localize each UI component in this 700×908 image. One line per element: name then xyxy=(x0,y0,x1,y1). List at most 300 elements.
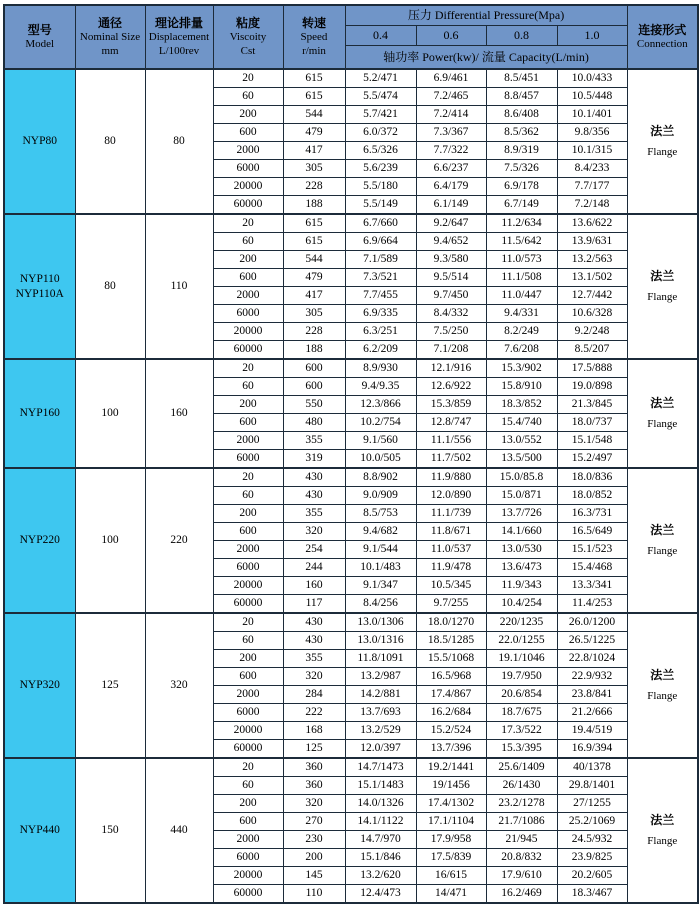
power-capacity-cell: 6.9/461 xyxy=(416,69,486,88)
header-viscosity-unit: Cst xyxy=(240,44,256,57)
table-body xyxy=(4,69,698,903)
header-speed-zh: 转速 xyxy=(301,15,326,30)
viscosity-cell: 20 xyxy=(213,69,283,88)
connection-cell-line: Flange xyxy=(647,418,678,431)
power-capacity-cell: 7.2/414 xyxy=(416,106,486,124)
power-capacity-cell: 11.8/671 xyxy=(416,523,486,541)
power-capacity-cell: 8.4/332 xyxy=(416,305,486,323)
connection-cell xyxy=(627,69,698,214)
power-capacity-cell: 21/945 xyxy=(486,831,557,849)
header-pressure-0.8: 0.8 xyxy=(486,25,557,45)
power-capacity-cell: 25.2/1069 xyxy=(557,813,627,831)
power-capacity-cell: 20.6/854 xyxy=(486,686,557,704)
power-capacity-cell: 40/1378 xyxy=(557,758,627,777)
header-displacement-zh: 理论排量 xyxy=(154,15,203,30)
speed-cell: 355 xyxy=(283,432,345,450)
power-capacity-cell: 21.2/666 xyxy=(557,704,627,722)
power-capacity-cell: 13.0/552 xyxy=(486,432,557,450)
power-capacity-cell: 22.0/1255 xyxy=(486,632,557,650)
speed-cell: 360 xyxy=(283,777,345,795)
speed-cell: 188 xyxy=(283,196,345,215)
power-capacity-cell: 19.4/519 xyxy=(557,722,627,740)
speed-cell: 319 xyxy=(283,450,345,469)
power-capacity-cell: 20.2/605 xyxy=(557,867,627,885)
viscosity-cell: 600 xyxy=(213,523,283,541)
model-cell-line: NYP110A xyxy=(15,287,64,300)
model-cell-line: NYP80 xyxy=(22,135,57,148)
model-cell xyxy=(4,69,75,214)
viscosity-cell: 6000 xyxy=(213,450,283,469)
viscosity-cell: 20 xyxy=(213,613,283,632)
power-capacity-cell: 19.1/1046 xyxy=(486,650,557,668)
power-capacity-cell: 14.7/970 xyxy=(345,831,416,849)
speed-cell: 168 xyxy=(283,722,345,740)
viscosity-cell: 6000 xyxy=(213,559,283,577)
power-capacity-cell: 23.2/1278 xyxy=(486,795,557,813)
power-capacity-cell: 19/1456 xyxy=(416,777,486,795)
power-capacity-cell: 9.8/356 xyxy=(557,124,627,142)
power-capacity-cell: 12.4/473 xyxy=(345,885,416,904)
connection-cell-line: 法兰 xyxy=(650,268,675,283)
power-capacity-cell: 7.1/208 xyxy=(416,341,486,360)
viscosity-cell: 6000 xyxy=(213,704,283,722)
power-capacity-cell: 11.2/634 xyxy=(486,214,557,233)
viscosity-cell: 20 xyxy=(213,359,283,378)
table-row xyxy=(4,468,698,487)
power-capacity-cell: 15.5/1068 xyxy=(416,650,486,668)
power-capacity-cell: 6.3/251 xyxy=(345,323,416,341)
model-cell-line: NYP320 xyxy=(19,679,60,692)
connection-cell-line: Flange xyxy=(647,291,678,304)
power-capacity-cell: 9.3/580 xyxy=(416,251,486,269)
power-capacity-cell: 24.5/932 xyxy=(557,831,627,849)
viscosity-cell: 60000 xyxy=(213,740,283,759)
viscosity-cell: 600 xyxy=(213,269,283,287)
power-capacity-cell: 8.4/233 xyxy=(557,160,627,178)
power-capacity-cell: 10.1/483 xyxy=(345,559,416,577)
displacement-cell: 160 xyxy=(145,359,213,468)
power-capacity-cell: 16.3/731 xyxy=(557,505,627,523)
power-capacity-cell: 15.2/497 xyxy=(557,450,627,469)
nominal-size-cell: 125 xyxy=(75,613,145,758)
power-capacity-cell: 13.1/502 xyxy=(557,269,627,287)
viscosity-cell: 6000 xyxy=(213,160,283,178)
power-capacity-cell: 14.1/1122 xyxy=(345,813,416,831)
power-capacity-cell: 9.4/9.35 xyxy=(345,378,416,396)
header-speed-unit: r/min xyxy=(302,44,326,57)
power-capacity-cell: 10.0/505 xyxy=(345,450,416,469)
power-capacity-cell: 11.4/253 xyxy=(557,595,627,614)
header-pressure-0.4: 0.4 xyxy=(345,25,416,45)
power-capacity-cell: 13.2/620 xyxy=(345,867,416,885)
speed-cell: 479 xyxy=(283,269,345,287)
speed-cell: 230 xyxy=(283,831,345,849)
power-capacity-cell: 13.7/693 xyxy=(345,704,416,722)
speed-cell: 544 xyxy=(283,251,345,269)
viscosity-cell: 60000 xyxy=(213,885,283,904)
power-capacity-cell: 10.5/345 xyxy=(416,577,486,595)
speed-cell: 600 xyxy=(283,378,345,396)
power-capacity-cell: 11.1/556 xyxy=(416,432,486,450)
power-capacity-cell: 18.3/852 xyxy=(486,396,557,414)
power-capacity-cell: 13.2/987 xyxy=(345,668,416,686)
power-capacity-cell: 11.1/739 xyxy=(416,505,486,523)
viscosity-cell: 600 xyxy=(213,668,283,686)
speed-cell: 320 xyxy=(283,795,345,813)
viscosity-cell: 600 xyxy=(213,813,283,831)
power-capacity-cell: 8.5/362 xyxy=(486,124,557,142)
power-capacity-cell: 11.0/573 xyxy=(486,251,557,269)
viscosity-cell: 60 xyxy=(213,378,283,396)
power-capacity-cell: 15.4/468 xyxy=(557,559,627,577)
viscosity-cell: 60000 xyxy=(213,341,283,360)
table-header xyxy=(4,5,698,69)
power-capacity-cell: 15.4/740 xyxy=(486,414,557,432)
header-nominal-size-unit: mm xyxy=(101,44,119,57)
viscosity-cell: 60 xyxy=(213,632,283,650)
model-cell xyxy=(4,758,75,903)
power-capacity-cell: 8.5/753 xyxy=(345,505,416,523)
power-capacity-cell: 11.0/447 xyxy=(486,287,557,305)
power-capacity-cell: 10.5/448 xyxy=(557,88,627,106)
power-capacity-cell: 15.1/523 xyxy=(557,541,627,559)
speed-cell: 360 xyxy=(283,758,345,777)
model-cell xyxy=(4,359,75,468)
power-capacity-cell: 13.0/1316 xyxy=(345,632,416,650)
power-capacity-cell: 8.4/256 xyxy=(345,595,416,614)
power-capacity-cell: 5.5/474 xyxy=(345,88,416,106)
header-model xyxy=(4,5,75,69)
power-capacity-cell: 13.6/622 xyxy=(557,214,627,233)
model-cell xyxy=(4,214,75,359)
speed-cell: 355 xyxy=(283,505,345,523)
power-capacity-cell: 11.7/502 xyxy=(416,450,486,469)
power-capacity-cell: 16.5/649 xyxy=(557,523,627,541)
power-capacity-cell: 6.9/178 xyxy=(486,178,557,196)
power-capacity-cell: 9.2/248 xyxy=(557,323,627,341)
speed-cell: 117 xyxy=(283,595,345,614)
power-capacity-cell: 7.1/589 xyxy=(345,251,416,269)
power-capacity-cell: 17.1/1104 xyxy=(416,813,486,831)
model-cell-line: NYP110 xyxy=(19,272,60,285)
power-capacity-cell: 6.2/209 xyxy=(345,341,416,360)
power-capacity-cell: 25.6/1409 xyxy=(486,758,557,777)
power-capacity-cell: 15.0/871 xyxy=(486,487,557,505)
power-capacity-cell: 7.6/208 xyxy=(486,341,557,360)
viscosity-cell: 6000 xyxy=(213,305,283,323)
power-capacity-cell: 220/1235 xyxy=(486,613,557,632)
speed-cell: 244 xyxy=(283,559,345,577)
model-cell xyxy=(4,468,75,613)
power-capacity-cell: 18.7/675 xyxy=(486,704,557,722)
connection-cell xyxy=(627,613,698,758)
power-capacity-cell: 9.4/652 xyxy=(416,233,486,251)
power-capacity-cell: 6.1/149 xyxy=(416,196,486,215)
speed-cell: 430 xyxy=(283,487,345,505)
speed-cell: 430 xyxy=(283,632,345,650)
power-capacity-cell: 12.8/747 xyxy=(416,414,486,432)
header-connection-en: Connection xyxy=(636,37,688,50)
power-capacity-cell: 16.9/394 xyxy=(557,740,627,759)
power-capacity-cell: 9.5/514 xyxy=(416,269,486,287)
nominal-size-cell: 150 xyxy=(75,758,145,903)
power-capacity-cell: 7.5/250 xyxy=(416,323,486,341)
connection-cell-line: 法兰 xyxy=(650,667,675,682)
power-capacity-cell: 5.5/149 xyxy=(345,196,416,215)
speed-cell: 200 xyxy=(283,849,345,867)
power-capacity-cell: 9.1/560 xyxy=(345,432,416,450)
power-capacity-cell: 15.2/524 xyxy=(416,722,486,740)
power-capacity-cell: 7.2/148 xyxy=(557,196,627,215)
power-capacity-cell: 23.9/825 xyxy=(557,849,627,867)
power-capacity-cell: 19.7/950 xyxy=(486,668,557,686)
viscosity-cell: 2000 xyxy=(213,287,283,305)
power-capacity-cell: 13.2/563 xyxy=(557,251,627,269)
power-capacity-cell: 5.6/239 xyxy=(345,160,416,178)
power-capacity-cell: 15.0/85.8 xyxy=(486,468,557,487)
displacement-cell: 440 xyxy=(145,758,213,903)
power-capacity-cell: 10.1/401 xyxy=(557,106,627,124)
viscosity-cell: 60 xyxy=(213,487,283,505)
power-capacity-cell: 6.4/179 xyxy=(416,178,486,196)
speed-cell: 615 xyxy=(283,233,345,251)
power-capacity-cell: 13.5/500 xyxy=(486,450,557,469)
header-displacement xyxy=(145,5,213,69)
displacement-cell: 110 xyxy=(145,214,213,359)
nominal-size-cell: 80 xyxy=(75,214,145,359)
pump-performance-table xyxy=(3,4,699,904)
header-power-capacity-label: 轴功率 Power(kw)/ 流量 Capacity(L/min) xyxy=(383,49,589,64)
speed-cell: 305 xyxy=(283,160,345,178)
power-capacity-cell: 9.1/347 xyxy=(345,577,416,595)
viscosity-cell: 2000 xyxy=(213,831,283,849)
power-capacity-cell: 14.2/881 xyxy=(345,686,416,704)
speed-cell: 110 xyxy=(283,885,345,904)
power-capacity-cell: 6.7/660 xyxy=(345,214,416,233)
power-capacity-cell: 10.0/433 xyxy=(557,69,627,88)
viscosity-cell: 200 xyxy=(213,795,283,813)
viscosity-cell: 20000 xyxy=(213,867,283,885)
power-capacity-cell: 16.5/968 xyxy=(416,668,486,686)
power-capacity-cell: 16.2/684 xyxy=(416,704,486,722)
power-capacity-cell: 9.4/331 xyxy=(486,305,557,323)
power-capacity-cell: 9.7/450 xyxy=(416,287,486,305)
header-speed-en: Speed xyxy=(300,30,328,43)
connection-cell-line: 法兰 xyxy=(650,522,675,537)
speed-cell: 228 xyxy=(283,178,345,196)
model-cell-line: NYP220 xyxy=(19,534,60,547)
power-capacity-cell: 29.8/1401 xyxy=(557,777,627,795)
power-capacity-cell: 14.0/1326 xyxy=(345,795,416,813)
viscosity-cell: 200 xyxy=(213,251,283,269)
power-capacity-cell: 12.1/916 xyxy=(416,359,486,378)
power-capacity-cell: 6.5/326 xyxy=(345,142,416,160)
power-capacity-cell: 10.2/754 xyxy=(345,414,416,432)
speed-cell: 305 xyxy=(283,305,345,323)
nominal-size-cell: 100 xyxy=(75,359,145,468)
speed-cell: 615 xyxy=(283,88,345,106)
power-capacity-cell: 8.8/457 xyxy=(486,88,557,106)
power-capacity-cell: 7.7/455 xyxy=(345,287,416,305)
viscosity-cell: 20000 xyxy=(213,178,283,196)
viscosity-cell: 60 xyxy=(213,777,283,795)
power-capacity-cell: 8.8/902 xyxy=(345,468,416,487)
nominal-size-cell: 80 xyxy=(75,69,145,214)
model-cell-line: NYP440 xyxy=(19,824,60,837)
power-capacity-cell: 6.7/149 xyxy=(486,196,557,215)
power-capacity-cell: 13.7/726 xyxy=(486,505,557,523)
power-capacity-cell: 12.7/442 xyxy=(557,287,627,305)
power-capacity-cell: 26.0/1200 xyxy=(557,613,627,632)
speed-cell: 600 xyxy=(283,359,345,378)
connection-cell xyxy=(627,359,698,468)
power-capacity-cell: 16/615 xyxy=(416,867,486,885)
power-capacity-cell: 8.2/249 xyxy=(486,323,557,341)
speed-cell: 615 xyxy=(283,214,345,233)
header-displacement-en: Displacement xyxy=(148,30,210,43)
power-capacity-cell: 22.9/932 xyxy=(557,668,627,686)
speed-cell: 320 xyxy=(283,668,345,686)
connection-cell xyxy=(627,758,698,903)
header-pressure-1.0: 1.0 xyxy=(557,25,627,45)
header-viscosity-en: Viscoity xyxy=(229,30,267,43)
speed-cell: 320 xyxy=(283,523,345,541)
header-nominal-size-en: Nominal Size xyxy=(79,30,141,43)
power-capacity-cell: 27/1255 xyxy=(557,795,627,813)
connection-cell xyxy=(627,214,698,359)
header-pressure-group xyxy=(345,5,627,25)
power-capacity-cell: 18.0/852 xyxy=(557,487,627,505)
power-capacity-cell: 17.9/958 xyxy=(416,831,486,849)
viscosity-cell: 200 xyxy=(213,396,283,414)
table-row xyxy=(4,214,698,233)
power-capacity-cell: 7.7/322 xyxy=(416,142,486,160)
power-capacity-cell: 15.3/859 xyxy=(416,396,486,414)
power-capacity-cell: 10.6/328 xyxy=(557,305,627,323)
displacement-cell: 320 xyxy=(145,613,213,758)
header-connection-zh: 连接形式 xyxy=(638,22,687,37)
power-capacity-cell: 17.4/867 xyxy=(416,686,486,704)
viscosity-cell: 20000 xyxy=(213,722,283,740)
power-capacity-cell: 9.0/909 xyxy=(345,487,416,505)
power-capacity-cell: 14/471 xyxy=(416,885,486,904)
viscosity-cell: 2000 xyxy=(213,432,283,450)
power-capacity-cell: 5.7/421 xyxy=(345,106,416,124)
header-nominal-size-zh: 通径 xyxy=(97,15,122,30)
power-capacity-cell: 9.7/255 xyxy=(416,595,486,614)
speed-cell: 430 xyxy=(283,613,345,632)
viscosity-cell: 60 xyxy=(213,233,283,251)
power-capacity-cell: 8.5/207 xyxy=(557,341,627,360)
power-capacity-cell: 7.7/177 xyxy=(557,178,627,196)
model-cell xyxy=(4,613,75,758)
power-capacity-cell: 15.3/902 xyxy=(486,359,557,378)
viscosity-cell: 2000 xyxy=(213,142,283,160)
viscosity-cell: 200 xyxy=(213,650,283,668)
power-capacity-cell: 8.5/451 xyxy=(486,69,557,88)
header-viscosity xyxy=(213,5,283,69)
power-capacity-cell: 6.6/237 xyxy=(416,160,486,178)
speed-cell: 228 xyxy=(283,323,345,341)
power-capacity-cell: 13.6/473 xyxy=(486,559,557,577)
connection-cell-line: Flange xyxy=(647,835,678,848)
connection-cell-line: Flange xyxy=(647,146,678,159)
power-capacity-cell: 7.3/367 xyxy=(416,124,486,142)
viscosity-cell: 60000 xyxy=(213,196,283,215)
power-capacity-cell: 9.1/544 xyxy=(345,541,416,559)
power-capacity-cell: 13.0/530 xyxy=(486,541,557,559)
header-connection xyxy=(627,5,698,69)
power-capacity-cell: 7.5/326 xyxy=(486,160,557,178)
power-capacity-cell: 17.5/839 xyxy=(416,849,486,867)
speed-cell: 222 xyxy=(283,704,345,722)
viscosity-cell: 200 xyxy=(213,505,283,523)
header-pressure-group-label: 压力 Differential Pressure(Mpa) xyxy=(407,8,565,23)
power-capacity-cell: 11.5/642 xyxy=(486,233,557,251)
header-power-capacity xyxy=(345,45,627,69)
viscosity-cell: 2000 xyxy=(213,686,283,704)
power-capacity-cell: 15.1/1483 xyxy=(345,777,416,795)
viscosity-cell: 20 xyxy=(213,468,283,487)
power-capacity-cell: 5.2/471 xyxy=(345,69,416,88)
power-capacity-cell: 11.9/880 xyxy=(416,468,486,487)
power-capacity-cell: 26/1430 xyxy=(486,777,557,795)
viscosity-cell: 20000 xyxy=(213,577,283,595)
power-capacity-cell: 12.0/397 xyxy=(345,740,416,759)
connection-cell-line: Flange xyxy=(647,690,678,703)
power-capacity-cell: 21.3/845 xyxy=(557,396,627,414)
displacement-cell: 220 xyxy=(145,468,213,613)
speed-cell: 550 xyxy=(283,396,345,414)
speed-cell: 254 xyxy=(283,541,345,559)
power-capacity-cell: 5.5/180 xyxy=(345,178,416,196)
connection-cell-line: 法兰 xyxy=(650,812,675,827)
power-capacity-cell: 6.9/335 xyxy=(345,305,416,323)
header-nominal-size xyxy=(75,5,145,69)
power-capacity-cell: 6.0/372 xyxy=(345,124,416,142)
power-capacity-cell: 13.9/631 xyxy=(557,233,627,251)
speed-cell: 145 xyxy=(283,867,345,885)
power-capacity-cell: 11.1/508 xyxy=(486,269,557,287)
viscosity-cell: 600 xyxy=(213,414,283,432)
speed-cell: 544 xyxy=(283,106,345,124)
speed-cell: 615 xyxy=(283,69,345,88)
connection-cell-line: Flange xyxy=(647,545,678,558)
power-capacity-cell: 18.5/1285 xyxy=(416,632,486,650)
header-displacement-unit: L/100rev xyxy=(158,44,200,57)
table-row xyxy=(4,359,698,378)
power-capacity-cell: 14.7/1473 xyxy=(345,758,416,777)
connection-cell-line: 法兰 xyxy=(650,395,675,410)
speed-cell: 284 xyxy=(283,686,345,704)
displacement-cell: 80 xyxy=(145,69,213,214)
table-row xyxy=(4,758,698,777)
speed-cell: 430 xyxy=(283,468,345,487)
power-capacity-cell: 22.8/1024 xyxy=(557,650,627,668)
speed-cell: 355 xyxy=(283,650,345,668)
table-row xyxy=(4,69,698,88)
viscosity-cell: 60 xyxy=(213,88,283,106)
power-capacity-cell: 19.2/1441 xyxy=(416,758,486,777)
power-capacity-cell: 11.9/478 xyxy=(416,559,486,577)
power-capacity-cell: 10.1/315 xyxy=(557,142,627,160)
viscosity-cell: 20 xyxy=(213,214,283,233)
header-pressure-0.6: 0.6 xyxy=(416,25,486,45)
speed-cell: 417 xyxy=(283,287,345,305)
model-cell-line: NYP160 xyxy=(19,407,60,420)
power-capacity-cell: 8.9/930 xyxy=(345,359,416,378)
power-capacity-cell: 11.8/1091 xyxy=(345,650,416,668)
